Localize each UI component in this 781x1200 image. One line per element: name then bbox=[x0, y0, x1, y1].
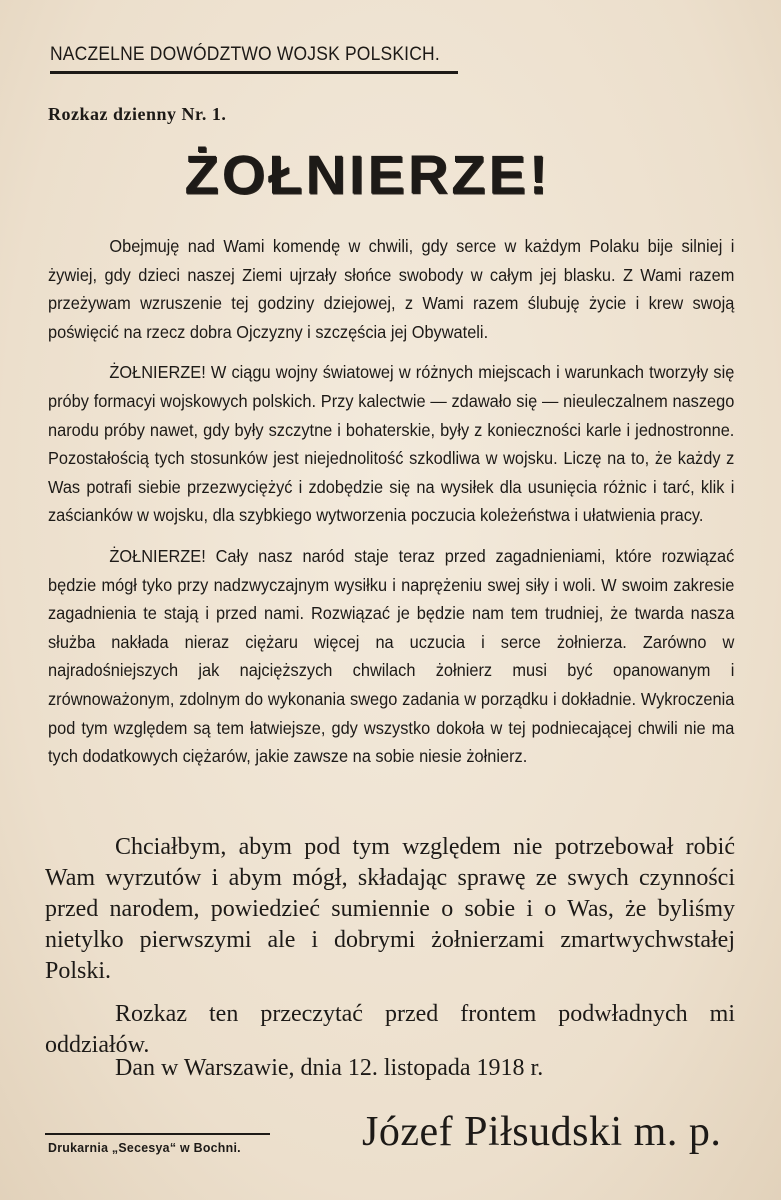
place-and-date: Dan w Warszawie, dnia 12. listopada 1918 r. bbox=[115, 1055, 544, 1081]
paragraph-2: ŻOŁNIERZE! W ciągu wojny światowej w różnych miejscach i warunkach tworzyły się próby formacyi wojskowych polskich. Przy kalectwie — zdawało się — nieuleczalnem naszego narodu próby nawet, gdy były szczytne i bohaterskie, były z konieczności karle i jednostronne. Pozostałością tych stosunków jest niejednolitość szkodliwa w wojsku. Liczę na to, że każdy z Was potrafi siebie przezwyciężyć i zdobędzie się na wysiłek dla usunięcia różnic i tarć, klik i zaścianków w wojsku, dla szybkiego wytworzenia poczucia koleżeństwa i ułatwienia pracy. bbox=[48, 362, 735, 526]
printer-imprint: Drukarnia „Secesya“ w Bochni. bbox=[48, 1140, 241, 1155]
order-number: Rozkaz dzienny Nr. 1. bbox=[48, 104, 227, 124]
page-title: ŻOŁNIERZE! bbox=[184, 143, 551, 206]
order-closing bbox=[45, 832, 735, 1073]
paragraph-5: Rozkaz ten przeczytać przed frontem podwładnych mi oddziałów. bbox=[45, 1001, 735, 1058]
paragraph-4: Chciałbym, abym pod tym względem nie potrzebował robić Wam wyrzutów i abym mógł, składając sprawę ze swych czynności przed narodem, powiedzieć sumiennie o sobie i o Was, że byliśmy nietylko pierwszymi ale i dobrymi żołnierzami zmartwychwstałej Polski. bbox=[45, 834, 735, 984]
issuing-authority: NACZELNE DOWÓDZTWO WOJSK POLSKICH. bbox=[50, 44, 440, 65]
paragraph-1: Obejmuję nad Wami komendę w chwili, gdy serce w każdym Polaku bije silniej i żywiej, gdy dzieci naszej Ziemi ujrzały słońce swobody w całym jej blasku. Z Wami razem przeżywam wzruszenie tej godziny dziejowej, z Wami razem ślubuję życie i krew swoją poświęcić na rzecz dobra Ojczyzny i szczęścia jej Obywateli. bbox=[48, 236, 735, 342]
signature: Józef Piłsudski m. p. bbox=[362, 1109, 722, 1155]
paragraph-3: ŻOŁNIERZE! Cały nasz naród staje teraz przed zagadnieniami, które rozwiązać będzie mógł tyko przy nadzwyczajnym wysiłku i naprężeniu swej siły i woli. W swoim zakresie zagadnienia te stają i przed nami. Rozwiązać je będzie nam tem trudniej, że twarda nasza służba nakłada nieraz ciężaru więcej na uczucia i serce żołnierza. Zarówno w najradośniejszych jak najcięższych chwilach żołnierz musi być opanowanym i zrównoważonym, zdolnym do wykonania swego zadania w porządku i dokładnie. Wykroczenia pod tym względem są tem łatwiejsze, gdy wszystko dokoła w tej podniecającej chwili nie ma tych dodatkowych ciężarów, jakie zawsze na sobie niesie żołnierz. bbox=[48, 545, 735, 767]
order-body bbox=[48, 232, 735, 783]
printer-rule bbox=[45, 1133, 270, 1135]
header-underline bbox=[50, 71, 458, 74]
